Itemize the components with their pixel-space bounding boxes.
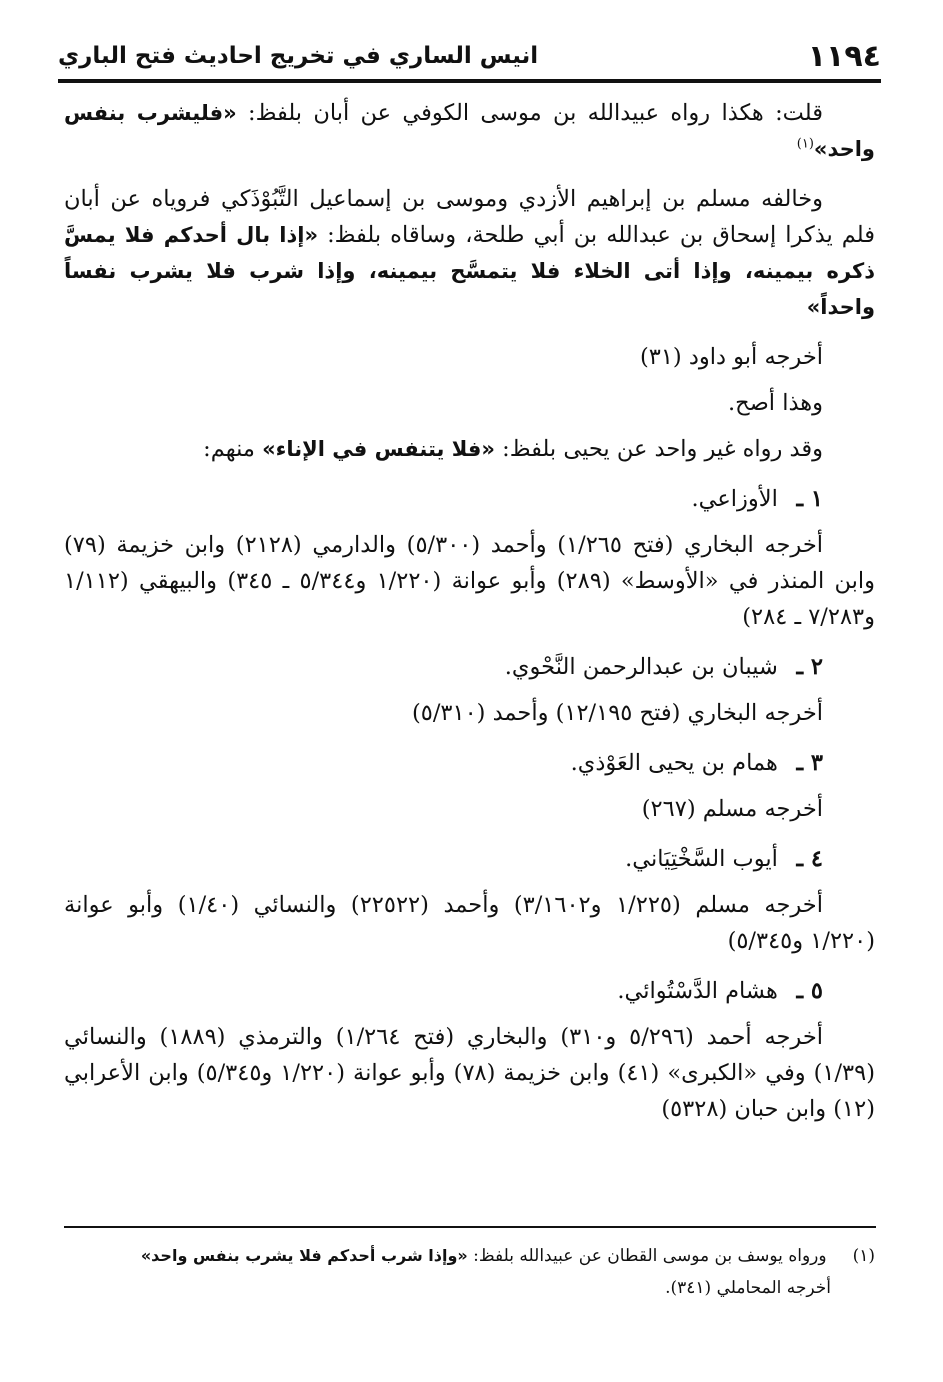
narrator-name: أيوب السَّخْتِيَاني. [625, 846, 778, 872]
paragraph-5-text: وقد رواه غير واحد عن يحيى بلفظ: [495, 436, 823, 462]
footnote [64, 1240, 875, 1304]
narrator-name: هشام الدَّسْتُوائي. [617, 978, 778, 1004]
footnote-line [64, 1240, 875, 1272]
entry-number: ١ ـ [796, 486, 823, 512]
entry-heading [64, 973, 875, 1009]
entry-text: أخرجه البخاري (فتح ١/٢٦٥) وأحمد (٥/٣٠٠) والدارمي (٢١٢٨) وابن خزيمة (٧٩) وابن المنذر في «الأوسط» (٢٨٩) وأبو عوانة (١/٢٢٠ و٥/٣٤٤ ـ ٣٤٥) والبيهقي (١/١١٢ و٧/٢٨٣ ـ ٢٨٤) [64, 532, 875, 630]
entry-number: ٣ ـ [796, 750, 823, 776]
quoted-hadith: «فليشرب بنفس واحد» [64, 101, 875, 161]
quoted-hadith: «إذا بال أحدكم فلا يمسَّ ذكره بيمينه، وإذا أتى الخلاء فلا يتمسَّح بيمينه، وإذا شرب فلا يشرب نفساً واحداً» [64, 223, 875, 319]
entry-heading [64, 649, 875, 685]
entry-text: أخرجه مسلم (١/٢٢٥ و٣/١٦٠٢) وأحمد (٢٢٥٢٢) والنسائي (١/٤٠) وأبو عوانة (١/٢٢٠ و٥/٣٤٥) [64, 892, 875, 954]
entry-number: ٥ ـ [796, 978, 823, 1004]
page-header [58, 36, 881, 76]
narrator-name: الأوزاعي. [691, 486, 778, 512]
running-title: انيس الساري في تخريج احاديث فتح الباري [58, 43, 539, 69]
quoted-hadith: «فلا يتنفس في الإناء» [262, 437, 495, 461]
paragraph-1 [64, 95, 875, 167]
narrator-name: همام بن يحيى العَوْذي. [570, 750, 778, 776]
paragraph-3: أخرجه أبو داود (٣١) [639, 344, 823, 370]
footnote-continuation: أخرجه المحاملي (٣٤١). [665, 1278, 831, 1298]
entry-number: ٢ ـ [796, 654, 823, 680]
paragraph-5-text-after: منهم: [203, 436, 263, 462]
entry-heading [64, 481, 875, 517]
paragraph-1-text: قلت: هكذا رواه عبيدالله بن موسى الكوفي عن أبان بلفظ: [236, 100, 823, 126]
footnote-quote: «وإذا شرب أحدكم فلا يشرب بنفس واحد» [140, 1246, 468, 1265]
footnote-ref: (١) [796, 136, 814, 152]
paragraph-4: وهذا أصح. [728, 390, 823, 416]
main-text [64, 95, 875, 1127]
entry-heading [64, 841, 875, 877]
footnote-marker: (١) [852, 1246, 875, 1266]
entry-text: أخرجه البخاري (فتح ١٢/١٩٥) وأحمد (٥/٣١٠) [411, 700, 823, 726]
entry-heading [64, 745, 875, 781]
entry-text: أخرجه مسلم (٢٦٧) [641, 796, 823, 822]
paragraph-2 [64, 181, 875, 325]
page-number: ١١٩٤ [807, 38, 881, 74]
paragraph-2-text: وخالفه مسلم بن إبراهيم الأزدي وموسى بن إسماعيل التَّبُوْذَكي فروياه عن أبان فلم يذكرا إسحاق بن عبدالله بن أبي طلحة، وساقاه بلفظ: [64, 186, 875, 248]
paragraph-5 [64, 431, 875, 467]
entry-number: ٤ ـ [796, 846, 823, 872]
header-rule [58, 79, 881, 83]
narrator-name: شيبان بن عبدالرحمن النَّحْوي. [504, 654, 778, 680]
footnote-rule [64, 1226, 876, 1228]
footnote-text: ورواه يوسف بن موسى القطان عن عبيدالله بلفظ: [467, 1246, 827, 1266]
entry-text: أخرجه أحمد (٥/٢٩٦ و٣١٠) والبخاري (فتح ١/٢٦٤) والترمذي (١٨٨٩) والنسائي (١/٣٩) وفي «الكبرى» (٤١) وابن خزيمة (٧٨) وأبو عوانة (١/٢٢٠ و٥/٣٤٥) وابن الأعرابي (١٢) وابن حبان (٥٣٢٨) [64, 1024, 875, 1122]
